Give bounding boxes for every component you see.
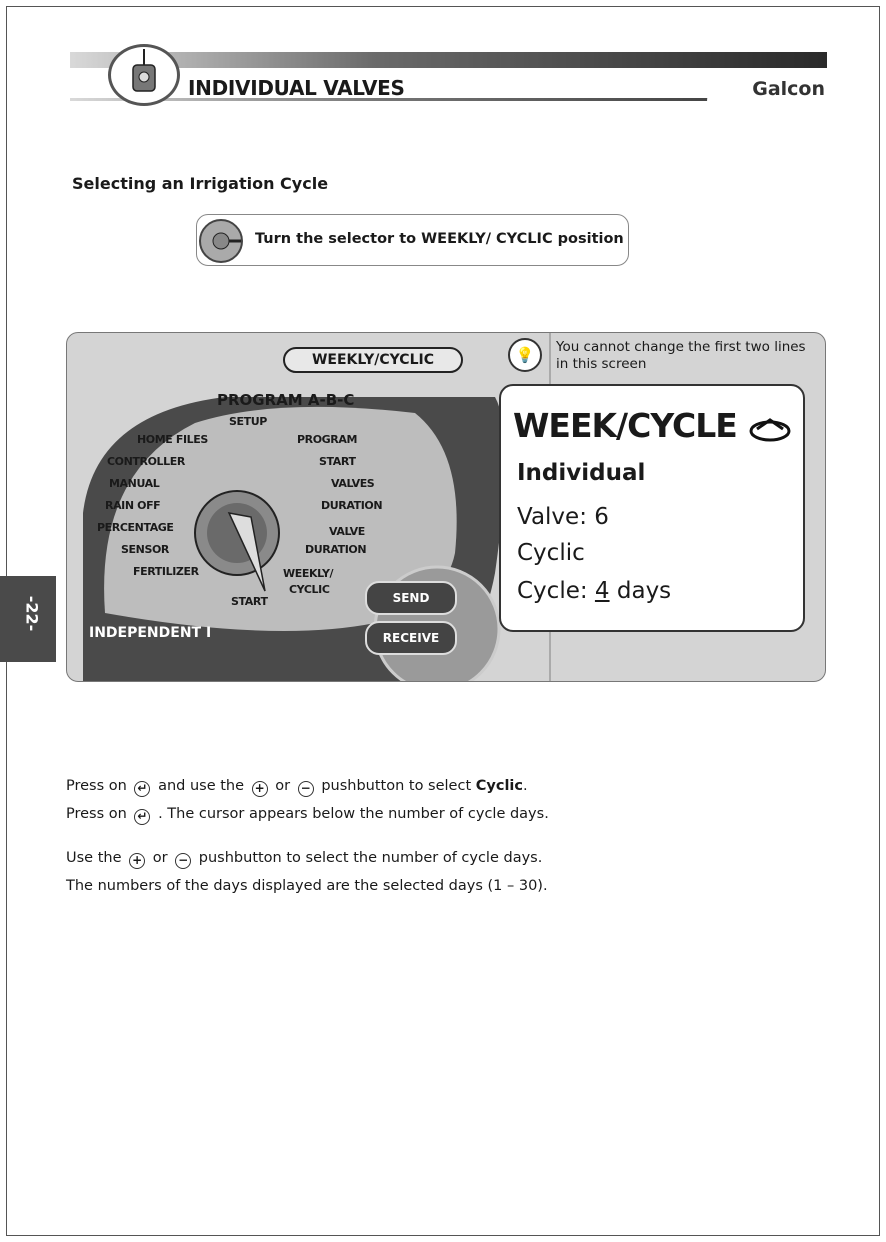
text: . bbox=[522, 778, 528, 794]
mode-label: WEEKLY/CYCLIC bbox=[283, 347, 463, 373]
dial-label-percentage: PERCENTAGE bbox=[97, 521, 174, 534]
screen-line-individual: Individual bbox=[517, 460, 646, 486]
controller-icon bbox=[108, 44, 180, 106]
text: and use the bbox=[158, 778, 245, 794]
lightbulb-icon: 💡 bbox=[508, 338, 542, 372]
screen-line-cycle bbox=[517, 578, 671, 604]
cycle-icon bbox=[749, 416, 791, 442]
dial-label-home-files: HOME FILES bbox=[137, 433, 208, 446]
text: or bbox=[275, 778, 291, 794]
cycle-suffix: days bbox=[609, 578, 672, 604]
dial-label-sensor: SENSOR bbox=[121, 543, 169, 556]
instruction-line-2 bbox=[66, 806, 786, 825]
dial-label-duration: DURATION bbox=[321, 499, 383, 512]
header-bar bbox=[70, 52, 827, 100]
cycle-prefix: Cycle: bbox=[517, 578, 595, 604]
screen-title: WEEK/CYCLE bbox=[513, 406, 737, 445]
dial-label-valves: VALVES bbox=[331, 477, 375, 490]
page-number-tab bbox=[0, 576, 56, 662]
selector-knob-icon bbox=[199, 219, 243, 263]
section-title: Selecting an Irrigation Cycle bbox=[72, 174, 329, 193]
screen-line-cyclic: Cyclic bbox=[517, 540, 585, 566]
page-title: INDIVIDUAL VALVES bbox=[188, 76, 405, 100]
brand-name: Galcon bbox=[752, 78, 825, 100]
tip-text: You cannot change the first two lines in this screen bbox=[556, 339, 806, 372]
program-title: PROGRAM A-B-C bbox=[217, 391, 355, 409]
text-bold: Cyclic bbox=[475, 778, 523, 794]
text: . The cursor appears below the number of cycle days. bbox=[158, 806, 549, 822]
minus-icon: − bbox=[175, 853, 191, 869]
selector-instruction-text: Turn the selector to WEEKLY/ CYCLIC position bbox=[255, 231, 624, 247]
dial-label-program: PROGRAM bbox=[297, 433, 358, 446]
plus-icon: + bbox=[252, 781, 268, 797]
dial-label-manual: MANUAL bbox=[109, 477, 160, 490]
enter-icon: ↵ bbox=[134, 781, 150, 797]
selector-instruction-box bbox=[196, 214, 629, 266]
text: Press on bbox=[66, 806, 127, 822]
enter-icon: ↵ bbox=[134, 809, 150, 825]
dial-label-cyclic: CYCLIC bbox=[289, 583, 330, 596]
brand-logo bbox=[707, 72, 827, 102]
text: Use the bbox=[66, 850, 122, 866]
header-gradient bbox=[70, 52, 827, 68]
send-button[interactable]: SEND bbox=[365, 581, 457, 615]
receive-button[interactable]: RECEIVE bbox=[365, 621, 457, 655]
lcd-screen bbox=[499, 384, 805, 632]
text: pushbutton to select bbox=[321, 778, 472, 794]
screen-line-valve: Valve: 6 bbox=[517, 504, 609, 530]
dial-label-valve: VALVE bbox=[329, 525, 365, 538]
dial-label-setup: SETUP bbox=[229, 415, 267, 428]
cycle-days-value: 4 bbox=[594, 578, 610, 604]
text: Press on bbox=[66, 778, 127, 794]
independent-label: INDEPENDENT I bbox=[89, 625, 212, 641]
instruction-line-4: The numbers of the days displayed are the selected days (1 – 30). bbox=[66, 878, 548, 894]
text: or bbox=[152, 850, 168, 866]
minus-icon: − bbox=[298, 781, 314, 797]
instruction-line-3 bbox=[66, 850, 786, 869]
instruction-line-1 bbox=[66, 778, 786, 797]
page-number: -22- bbox=[22, 595, 42, 632]
dial-label-fertilizer: FERTILIZER bbox=[133, 565, 199, 578]
plus-icon: + bbox=[129, 853, 145, 869]
dial-label-valve-duration: DURATION bbox=[305, 543, 367, 556]
dial-label-rain-off: RAIN OFF bbox=[105, 499, 161, 512]
dial-label-start: START bbox=[319, 455, 356, 468]
text: pushbutton to select the number of cycle days. bbox=[198, 850, 543, 866]
dial-label-weekly: WEEKLY/ bbox=[283, 567, 334, 580]
dial-label-start-bottom: START bbox=[231, 595, 268, 608]
dial-label-controller: CONTROLLER bbox=[107, 455, 185, 468]
